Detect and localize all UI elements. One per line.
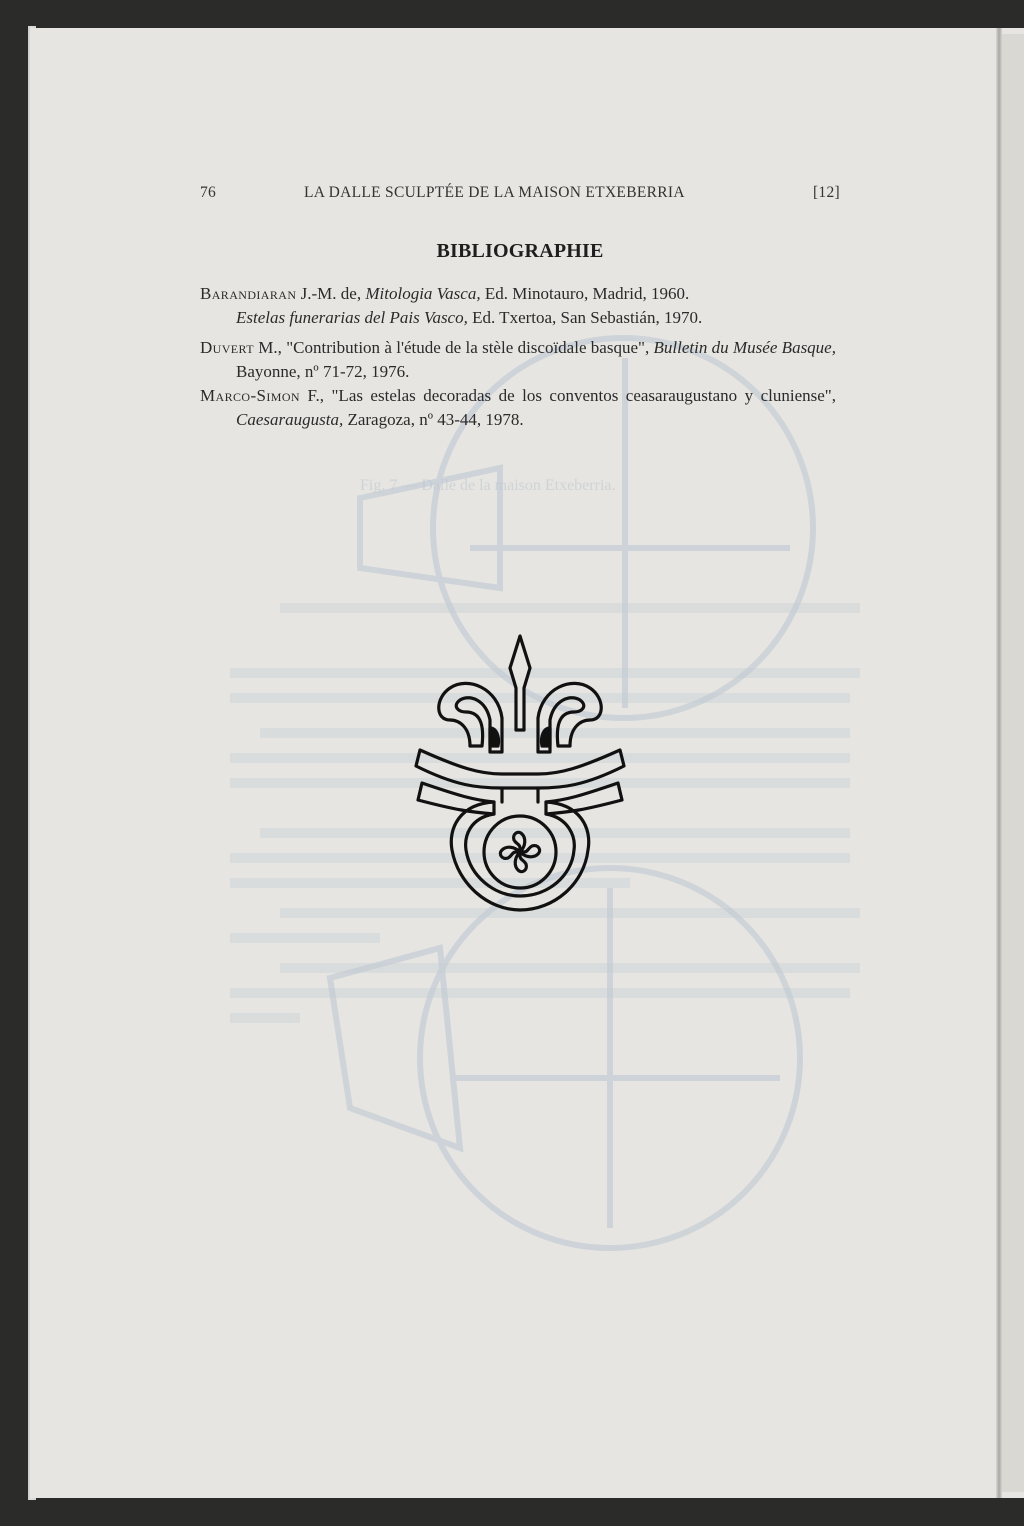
entry-work: Bulletin du Musée Basque, <box>653 338 836 357</box>
running-header <box>200 184 840 208</box>
entry-details: Ed. Txertoa, San Sebastián, 1970. <box>467 308 703 327</box>
bibliography-entry <box>200 306 836 330</box>
entry-work: Mitologia Vasca, <box>365 284 481 303</box>
entry-author-rest: M., "Contribution à l'étude de la stèle discoïdale basque", <box>253 338 654 357</box>
adjacent-page-edge <box>1002 34 1024 1492</box>
bibliography-entry <box>200 336 836 384</box>
entry-author: Marco-Simon <box>200 386 300 405</box>
bibliography-entry <box>200 384 836 432</box>
page-number: 76 <box>200 184 217 201</box>
entry-work: Estelas funerarias del Pais Vasco, <box>236 308 468 327</box>
entry-details: Zaragoza, nº 43-44, 1978. <box>343 410 524 429</box>
section-number: [12] <box>812 184 840 201</box>
entry-author-rest: J.-M. de, <box>296 284 366 303</box>
entry-details: Ed. Minotauro, Madrid, 1960. <box>480 284 690 303</box>
entry-author-rest: F., "Las estelas decoradas de los conventos ceasaraugustano y cluniense", <box>299 386 836 405</box>
bibliography-entry <box>200 282 836 306</box>
entry-work: Caesaraugusta, <box>236 410 344 429</box>
entry-details: Bayonne, nº 71-72, 1976. <box>236 362 410 381</box>
entry-author: Duvert <box>200 338 254 357</box>
lauburu-emblem-ornament <box>370 628 670 918</box>
bibliography-list <box>200 282 836 432</box>
show-through-caption: Fig. 7 — Dalle de la maison Etxeberria. <box>360 477 616 494</box>
section-title: BIBLIOGRAPHIE <box>436 240 604 262</box>
entry-author: Barandiaran <box>200 284 297 303</box>
book-page <box>30 28 1024 1498</box>
running-title: LA DALLE SCULPTÉE DE LA MAISON ETXEBERRIA <box>304 184 685 201</box>
